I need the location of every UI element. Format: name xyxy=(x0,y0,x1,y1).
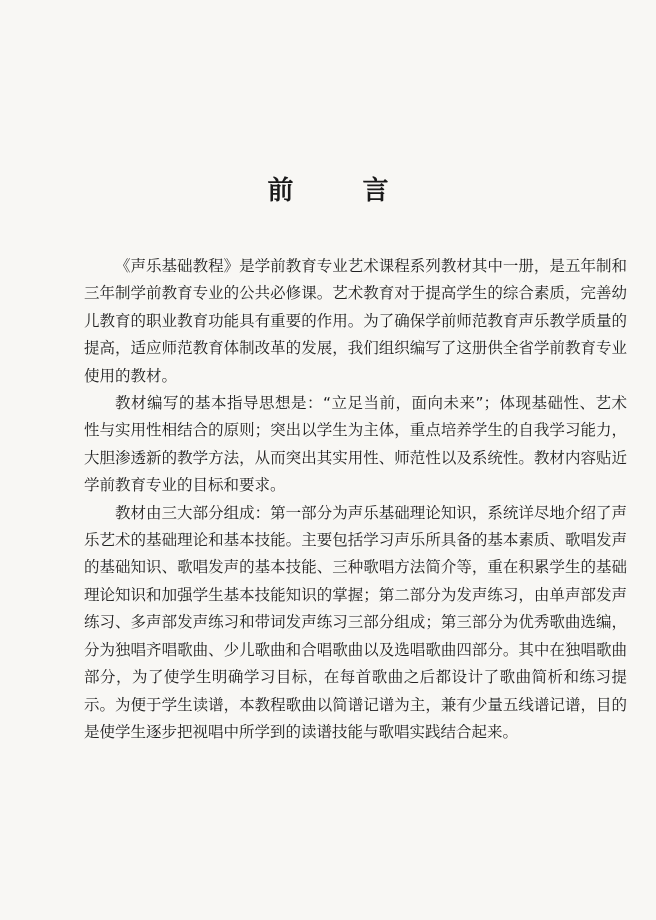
paragraph-2: 教材编写的基本指导思想是：“立足当前，面向未来”；体现基础性、艺术性与实用性相结合的原则；突出以学生为主体，重点培养学生的自我学习能力，大胆渗透新的教学方法，从而突出其实用性、师范性以及系统性。教材内容贴近学前教育专业的目标和要求。 xyxy=(84,394,627,495)
paragraph-1: 《声乐基础教程》是学前教育专业艺术课程系列教材其中一册，是五年制和三年制学前教育专业的公共必修课。艺术教育对于提高学生的综合素质，完善幼儿教育的职业教育功能具有重要的作用。为了确保学前师范教育声乐教学质量的提高，适应师范教育体制改革的发展，我们组织编写了这册供全省学前教育专业使用的教材。 xyxy=(84,257,627,385)
paragraph-3: 教材由三大部分组成：第一部分为声乐基础理论知识，系统详尽地介绍了声乐艺术的基础理论和基本技能。主要包括学习声乐所具备的基本素质、歌唱发声的基础知识、歌唱发声的基本技能、三种歌唱方法简介等，重在积累学生的基础理论知识和加强学生基本技能知识的掌握；第二部分为发声练习，由单声部发声练习、多声部发声练习和带词发声练习三部分组成；第三部分为优秀歌曲选编，分为独唱齐唱歌曲、少儿歌曲和合唱歌曲以及选唱歌曲四部分。其中在独唱歌曲部分，为了使学生明确学习目标，在每首歌曲之后都设计了歌曲简析和练习提示。为便于学生读谱，本教程歌曲以简谱记谱为主，兼有少量五线谱记谱，目的是使学生逐步把视唱中所学到的读谱技能与歌唱实践结合起来。 xyxy=(84,503,627,741)
preface-body xyxy=(84,253,627,746)
page-title: 前 言 xyxy=(267,176,419,206)
